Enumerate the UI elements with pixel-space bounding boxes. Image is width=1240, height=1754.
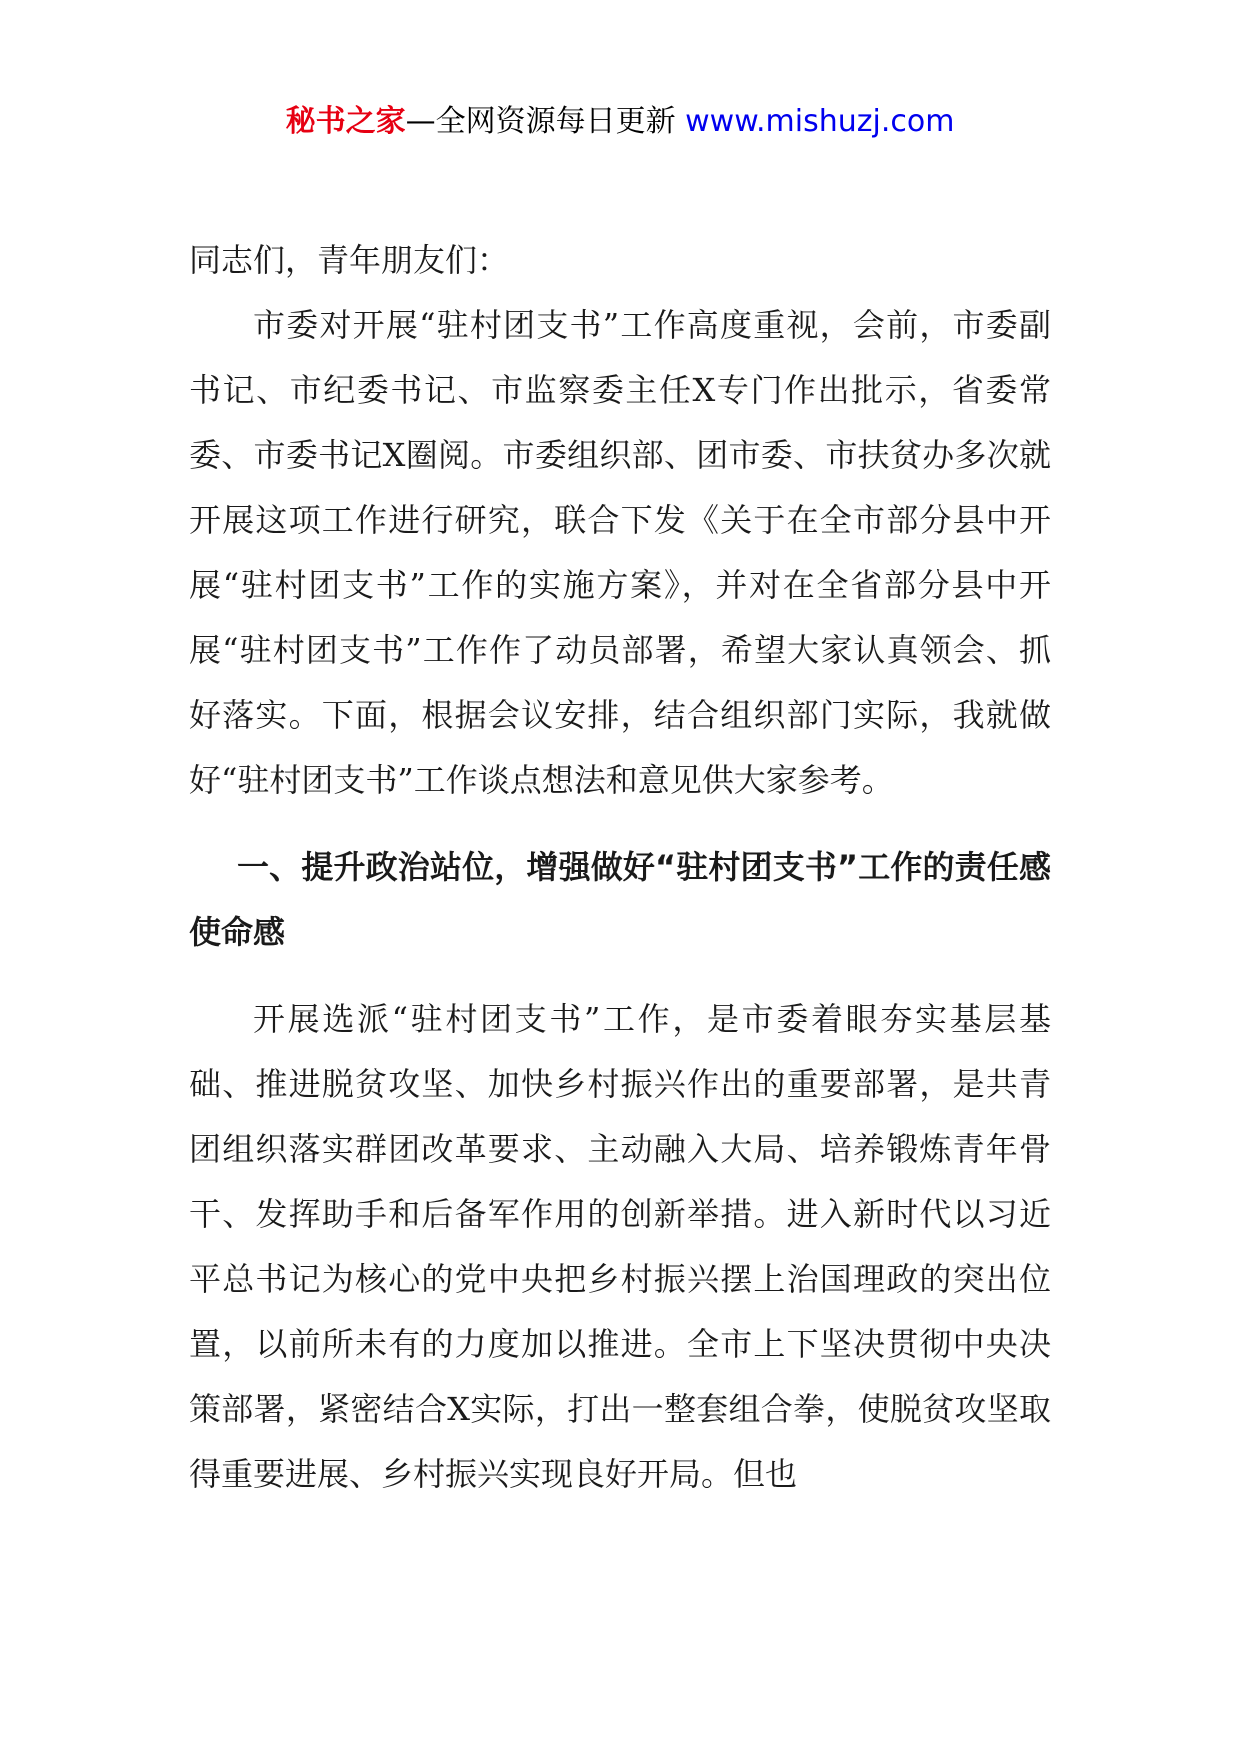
site-header bbox=[0, 102, 1240, 142]
paragraph-2: 开展选派“驻村团支书”工作，是市委着眼夯实基层基础、推进脱贫攻坚、加快乡村振兴作出的重要部署，是共青团组织落实群团改革要求、主动融入大局、培养锻炼青年骨干、发挥助手和后备军作用的创新举措。进入新时代以习近平总书记为核心的党中央把乡村振兴摆上治国理政的突出位置，以前所未有的力度加以推进。全市上下坚决贯彻中央决策部署，紧密结合X实际，打出一整套组合拳，使脱贫攻坚取得重要进展、乡村振兴实现良好开局。但也 bbox=[189, 1000, 1051, 1493]
site-url-link[interactable]: www.mishuzj.com bbox=[685, 104, 955, 139]
greeting: 同志们，青年朋友们： bbox=[189, 241, 510, 279]
site-brand: 秘书之家 bbox=[285, 104, 406, 139]
paragraph-1: 市委对开展“驻村团支书”工作高度重视，会前，市委副书记、市纪委书记、市监察委主任X专门作出批示，省委常委、市委书记X圈阅。市委组织部、团市委、市扶贫办多次就开展这项工作进行研究，联合下发《关于在全市部分县中开展“驻村团支书”工作的实施方案》，并对在全省部分县中开展“驻村团支书”工作作了动员部署，希望大家认真领会、抓好落实。下面，根据会议安排，结合组织部门实际，我就做好“驻村团支书”工作谈点想法和意见供大家参考。 bbox=[189, 306, 1051, 799]
section-heading-1: 一、提升政治站位，增强做好“驻村团支书”工作的责任感使命感 bbox=[189, 848, 1051, 951]
document-body bbox=[189, 228, 1051, 1507]
site-slogan: —全网资源每日更新 bbox=[405, 104, 686, 139]
